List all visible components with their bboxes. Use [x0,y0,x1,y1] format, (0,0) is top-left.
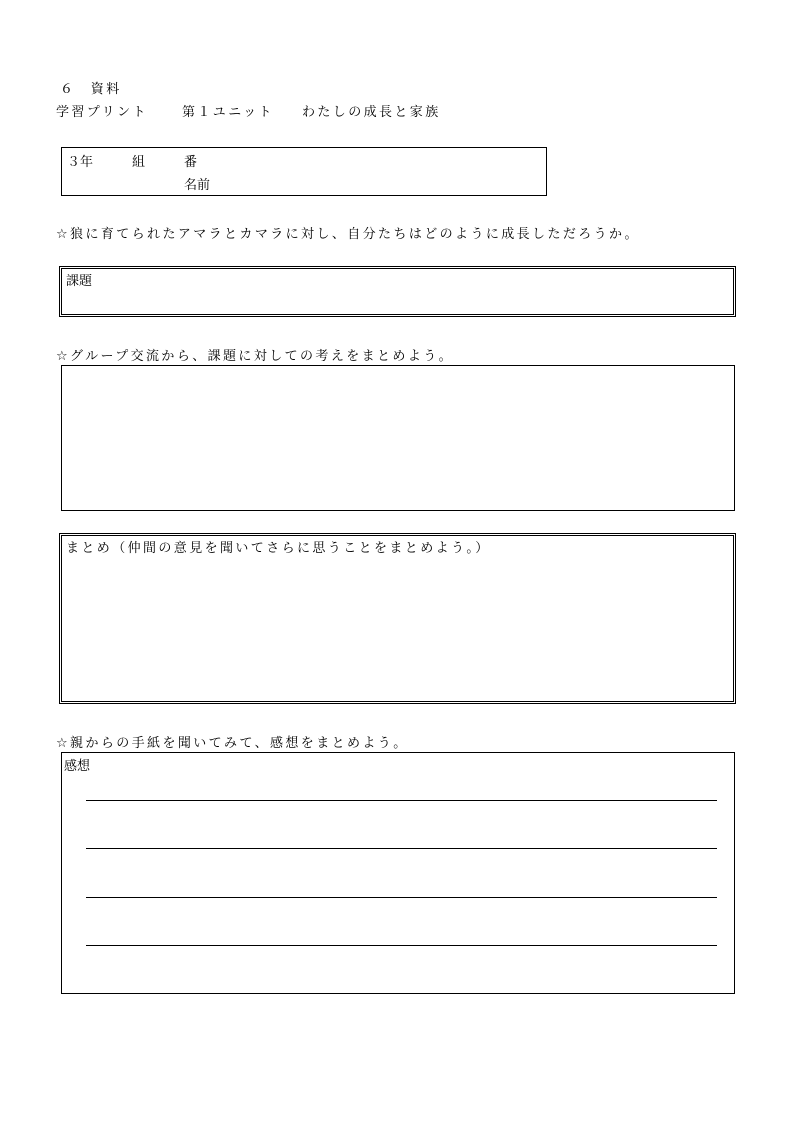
writing-line[interactable] [86,848,717,849]
title-theme: わたしの成長と家族 [302,105,441,120]
document-label: ６ 資料 [60,82,122,97]
summary-label: まとめ（仲間の意見を聞いてさらに思うことをまとめよう。） [66,541,491,556]
group-answer-box[interactable] [61,365,735,511]
letter-prompt: ☆親からの手紙を聞いてみて、感想をまとめよう。 [56,736,409,751]
title-unit: 第１ユニット [182,105,274,120]
writing-line[interactable] [86,800,717,801]
impression-label: 感想 [64,759,91,774]
number-label: 番 [184,155,198,170]
question-prompt: ☆狼に育てられたアマラとカマラに対し、自分たちはどのように成長しただろうか。 [56,227,640,242]
grade-label: ３年 [67,155,94,170]
topic-box [59,266,736,317]
title-worksheet: 学習プリント [56,105,148,120]
writing-line[interactable] [86,945,717,946]
worksheet-title [56,101,441,120]
group-prompt: ☆グループ交流から、課題に対しての考えをまとめよう。 [56,349,455,364]
impression-box [61,752,735,994]
class-label: 組 [132,155,146,170]
summary-box[interactable] [59,533,736,704]
name-label: 名前 [184,178,211,193]
writing-line[interactable] [86,897,717,898]
student-info-box [61,147,547,196]
topic-label: 課題 [66,274,93,289]
